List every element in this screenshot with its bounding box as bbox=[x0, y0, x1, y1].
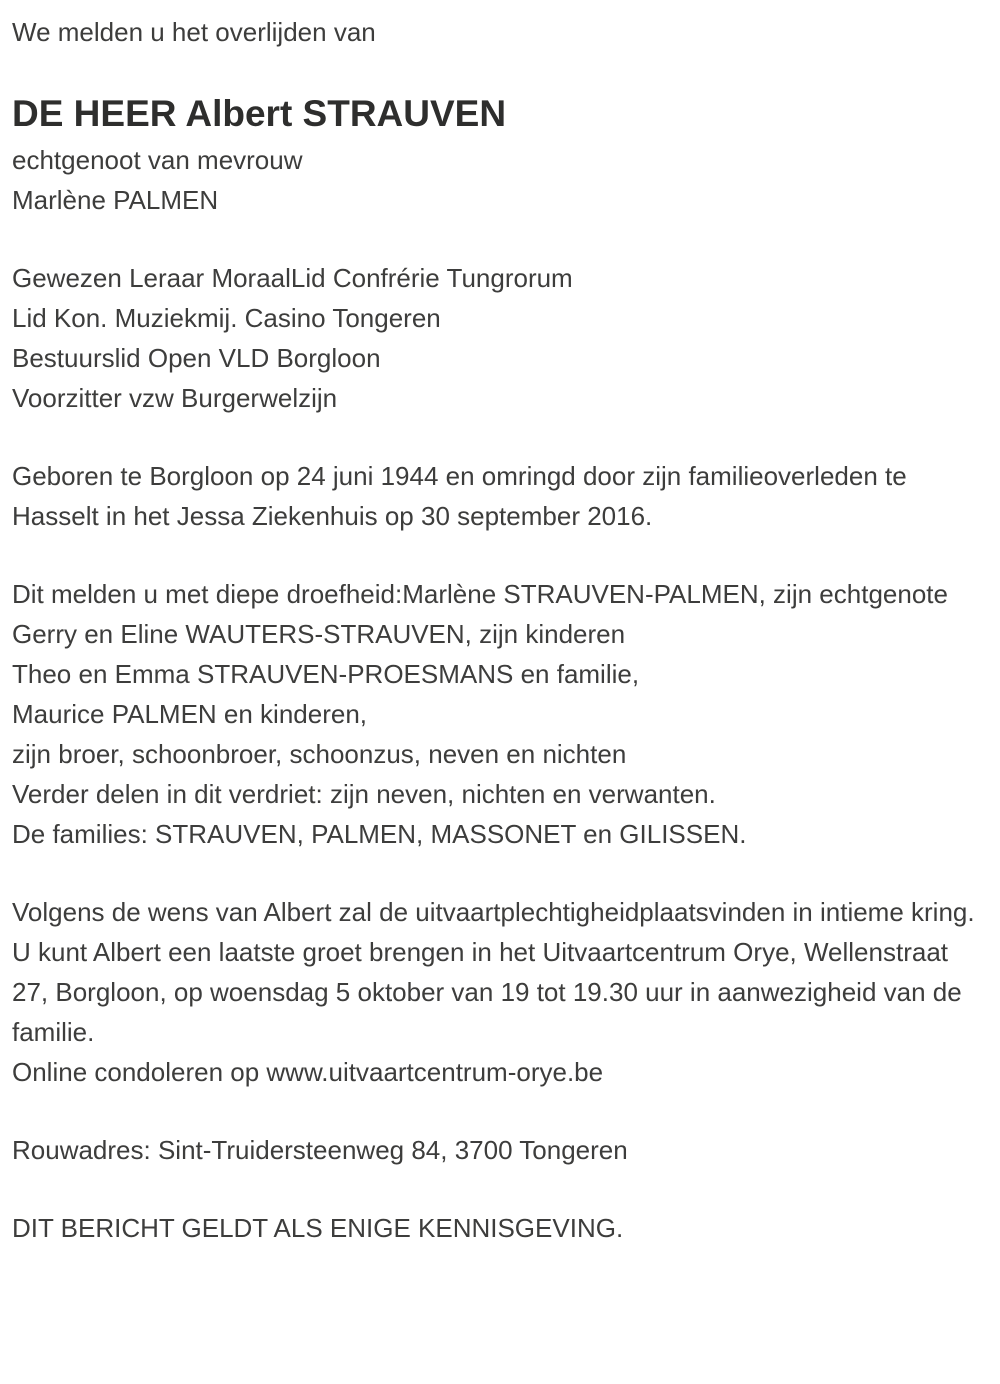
final-notice-block bbox=[12, 1208, 986, 1248]
mourner-line: Theo en Emma STRAUVEN-PROESMANS en familie, bbox=[12, 659, 640, 689]
spouse-name-line: Marlène PALMEN bbox=[12, 185, 219, 215]
mourner-line: zijn broer, schoonbroer, schoonzus, neven en nichten bbox=[12, 739, 627, 769]
birth-death-block bbox=[12, 456, 986, 536]
funeral-privacy-line: Volgens de wens van Albert zal de uitvaartplechtigheidplaatsvinden in intieme kring. bbox=[12, 897, 975, 927]
funeral-info-block bbox=[12, 892, 986, 1092]
mourning-address-block bbox=[12, 1130, 986, 1170]
intro-block bbox=[12, 12, 986, 52]
roles-block bbox=[12, 258, 986, 418]
deceased-name-title: DE HEER Albert STRAUVEN bbox=[12, 93, 507, 134]
final-notice-line: DIT BERICHT GELDT ALS ENIGE KENNISGEVING. bbox=[12, 1213, 624, 1243]
role-line: Bestuurslid Open VLD Borgloon bbox=[12, 343, 381, 373]
mourner-line: De families: STRAUVEN, PALMEN, MASSONET en GILISSEN. bbox=[12, 819, 747, 849]
mourner-line: Gerry en Eline WAUTERS-STRAUVEN, zijn kinderen bbox=[12, 619, 626, 649]
mourning-address-line: Rouwadres: Sint-Truidersteenweg 84, 3700 Tongeren bbox=[12, 1135, 628, 1165]
online-condolence-line: Online condoleren op www.uitvaartcentrum-orye.be bbox=[12, 1057, 604, 1087]
mourner-line: Dit melden u met diepe droefheid:Marlène STRAUVEN-PALMEN, zijn echtgenote bbox=[12, 579, 948, 609]
mourners-block bbox=[12, 574, 986, 854]
mourner-line: Maurice PALMEN en kinderen, bbox=[12, 699, 368, 729]
role-line: Lid Kon. Muziekmij. Casino Tongeren bbox=[12, 303, 441, 333]
spouse-relation-line: echtgenoot van mevrouw bbox=[12, 145, 303, 175]
role-line: Voorzitter vzw Burgerwelzijn bbox=[12, 383, 338, 413]
funeral-visit-line: U kunt Albert een laatste groet brengen in het Uitvaartcentrum Orye, Wellenstraat 27, Borgloon, op woensdag 5 oktober van 19 tot 19.30 uur in aanwezigheid van de familie. bbox=[12, 937, 962, 1047]
birth-death-text: Geboren te Borgloon op 24 juni 1944 en omringd door zijn familieoverleden te Hasselt in het Jessa Ziekenhuis op 30 september 2016. bbox=[12, 461, 907, 531]
spouse-block bbox=[12, 140, 986, 220]
role-line: Gewezen Leraar MoraalLid Confrérie Tungrorum bbox=[12, 263, 573, 293]
mourner-line: Verder delen in dit verdriet: zijn neven, nichten en verwanten. bbox=[12, 779, 716, 809]
intro-line: We melden u het overlijden van bbox=[12, 17, 376, 47]
